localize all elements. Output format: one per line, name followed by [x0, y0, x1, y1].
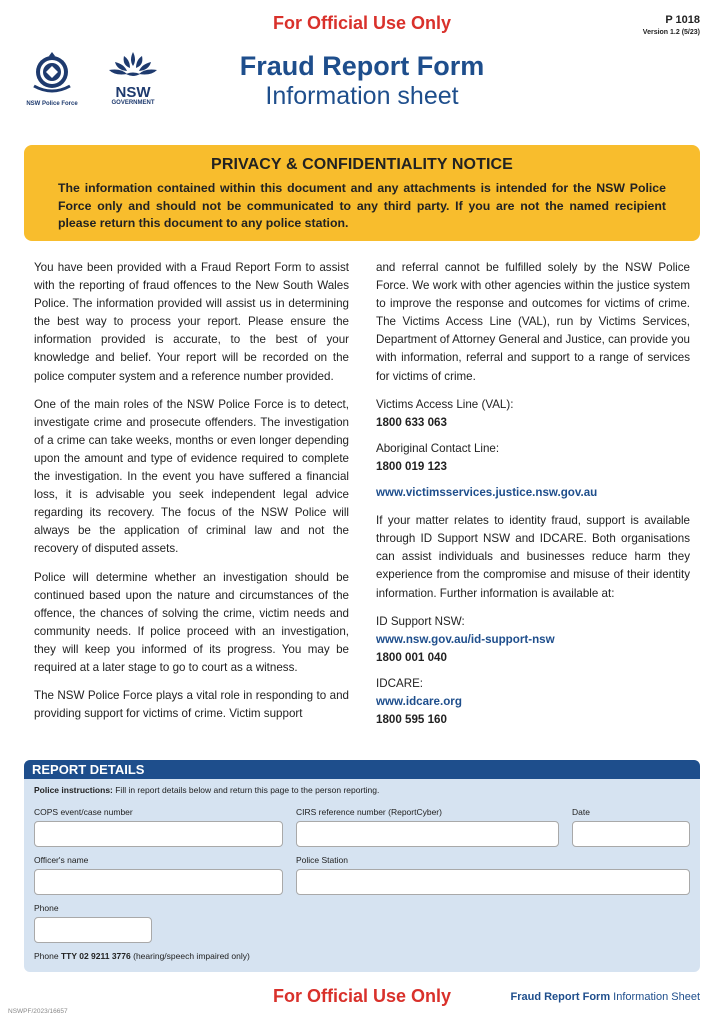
roles-paragraph: One of the main roles of the NSW Police Force is to detect, investigate crime and prosecute offenders. The investigation of a crime can take weeks, months or even longer depending upon the amount and type of evidence required to complete the investigation. In the event you have suffered a financial loss, it is advisable you seek independent legal advice regarding its recovery. The focus of the NSW Police will always be the application of criminal law and not the recovery of disputed assets.	[34, 397, 349, 556]
cops-label: COPS event/case number	[34, 807, 133, 817]
victim-support-paragraph: The NSW Police Force plays a vital role in responding to and providing support for victims of crime. Victim support	[34, 689, 349, 721]
police-station-input[interactable]	[296, 869, 690, 895]
cirs-reference-input[interactable]	[296, 821, 559, 847]
report-details-heading: REPORT DETAILS	[24, 760, 700, 779]
tty-note	[34, 951, 250, 961]
form-code: P 1018	[665, 14, 700, 26]
waratah-icon	[104, 50, 162, 80]
instructions-text: Fill in report details below and return this page to the person reporting.	[112, 785, 380, 795]
val-number: 1800 633 063	[376, 415, 447, 429]
privacy-notice	[24, 145, 700, 241]
aboriginal-number: 1800 019 123	[376, 459, 447, 473]
nsw-logo-label: NSW	[115, 84, 151, 101]
police-station-label: Police Station	[296, 855, 348, 865]
id-support-contact	[376, 613, 690, 667]
nsw-government-logo	[104, 50, 162, 106]
nsw-police-logo	[24, 48, 80, 107]
police-crest-icon	[24, 48, 80, 96]
tty-prefix: Phone	[34, 951, 61, 961]
privacy-notice-body: The information contained within this document and any attachments is intended for the NSW Police Force only and should not be communicated to any third party. If you are not the named recipient please return this document to any police station.	[58, 181, 666, 230]
official-use-footer: For Official Use Only	[272, 986, 452, 1006]
page-subtitle: Information sheet	[265, 82, 459, 110]
form-version: Version 1.2 (5/23)	[642, 29, 700, 36]
victims-services-link[interactable]: www.victimsservices.justice.nsw.gov.au	[376, 486, 598, 500]
idcare-number: 1800 595 160	[376, 713, 447, 727]
cirs-label: CIRS reference number (ReportCyber)	[296, 807, 442, 817]
val-contact	[376, 396, 690, 432]
intro-paragraph: You have been provided with a Fraud Report Form to assist with the reporting of fraud offences to the New South Wales Police. The information provided will assist us in determining the best way to process your report. Please ensure the information provided is accurate, to the best of your knowledge and belief. Your report will be recorded on the police computer system and a reference number provided.	[34, 261, 349, 383]
referral-paragraph: and referral cannot be fulfilled solely by the NSW Police Force. We work with other agencies within the justice system to improve the response and outcomes for victims of crime. The Victims Access Line (VAL), run by Victims Services, Department of Attorney General and Justice, can provide you with information, referral and support to a range of services for victims of crime.	[376, 261, 690, 383]
id-support-link[interactable]: www.nsw.gov.au/id-support-nsw	[376, 632, 555, 646]
police-instructions	[34, 785, 379, 795]
identity-fraud-paragraph: If your matter relates to identity fraud, support is available through ID Support NSW and IDCARE. Both organisations can assist individuals and businesses reduce harm they experience from the compromise and misuse of their identity information. Further information is available at:	[376, 514, 690, 600]
footer-title	[510, 991, 700, 1003]
val-label: Victims Access Line (VAL):	[376, 397, 514, 411]
page-title-block	[160, 51, 564, 111]
officer-name-input[interactable]	[34, 869, 283, 895]
id-support-number: 1800 001 040	[376, 650, 447, 664]
instructions-label: Police instructions:	[34, 785, 113, 795]
phone-input[interactable]	[34, 917, 152, 943]
form-code-block	[643, 14, 700, 36]
right-column	[376, 259, 690, 737]
police-logo-label: NSW Police Force	[26, 101, 78, 107]
date-input[interactable]	[572, 821, 690, 847]
officer-name-label: Officer's name	[34, 855, 89, 865]
report-details-panel	[24, 760, 700, 972]
tty-suffix: (hearing/speech impaired only)	[130, 951, 250, 961]
idcare-label: IDCARE:	[376, 676, 424, 690]
id-support-label: ID Support NSW:	[376, 614, 465, 628]
tty-number: TTY 02 9211 3776	[60, 951, 131, 961]
idcare-contact	[376, 675, 690, 729]
cops-event-input[interactable]	[34, 821, 283, 847]
official-use-header: For Official Use Only	[272, 13, 452, 33]
government-logo-label: GOVERNMENT	[111, 100, 155, 106]
aboriginal-label: Aboriginal Contact Line:	[376, 441, 500, 455]
left-column	[34, 259, 349, 733]
aboriginal-contact	[376, 440, 690, 476]
footer-title-rest: Information Sheet	[610, 991, 700, 1003]
date-label: Date	[572, 807, 590, 817]
footer-title-bold: Fraud Report Form	[510, 991, 611, 1003]
idcare-link[interactable]: www.idcare.org	[376, 694, 462, 708]
privacy-notice-heading: PRIVACY & CONFIDENTIALITY NOTICE	[211, 156, 513, 173]
page-title: Fraud Report Form	[239, 51, 485, 81]
phone-label: Phone	[34, 903, 59, 913]
investigation-paragraph: Police will determine whether an investigation should be continued based upon the nature and circumstances of the offence, the chances of solving the crime, victim needs and community needs. If police proceed with an investigation, they will keep you informed of its progress. You may be required at a later stage to go to court as a witness.	[34, 570, 349, 674]
document-reference: NSWPF/2023/16657	[8, 1008, 68, 1015]
